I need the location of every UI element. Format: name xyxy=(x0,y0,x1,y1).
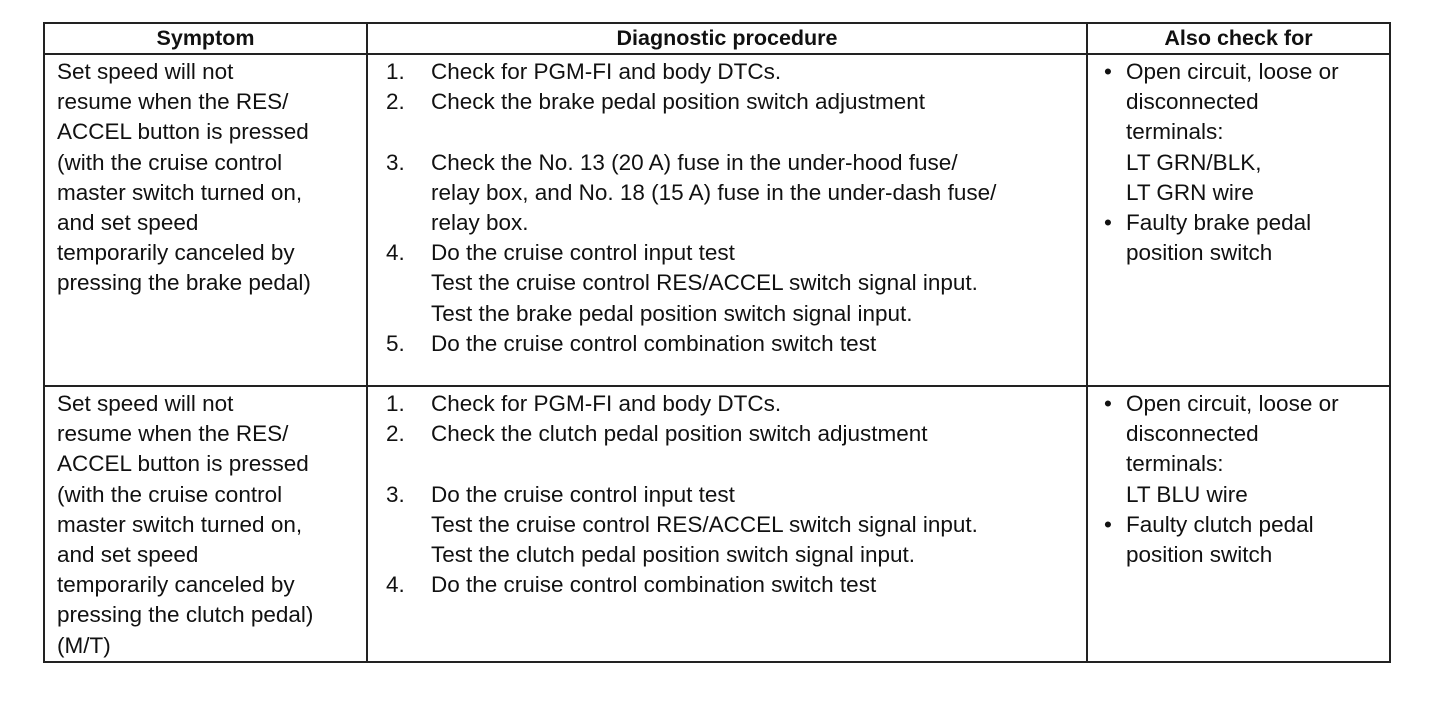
step-text: Check the brake pedal position switch adjustment xyxy=(431,89,926,115)
step-text: Test the cruise control RES/ACCEL switch signal input. xyxy=(431,511,978,537)
also-check-cell xyxy=(1087,54,1390,386)
step-text: Test the brake pedal position switch signal input. xyxy=(431,300,913,326)
step-text: Do the cruise control input test xyxy=(431,481,735,507)
symptom-line: Set speed will not xyxy=(57,59,234,84)
procedure-step xyxy=(386,148,1078,239)
symptom-line: and set speed xyxy=(57,542,199,568)
check-text: Faulty clutch pedal xyxy=(1126,511,1314,537)
table-row xyxy=(44,386,1390,662)
check-item xyxy=(1104,510,1383,570)
step-number: 4. xyxy=(386,572,405,598)
bullet-icon: • xyxy=(1104,511,1112,537)
header-symptom: Symptom xyxy=(44,23,367,54)
procedure-step xyxy=(386,57,1078,87)
check-item xyxy=(1104,57,1383,208)
symptom-line: temporarily canceled by xyxy=(57,572,295,598)
symptom-cell xyxy=(44,54,367,386)
procedure-step xyxy=(386,419,1078,449)
step-text: relay box, and No. 18 (15 A) fuse in the under-dash fuse/ xyxy=(431,179,997,205)
step-text: Do the cruise control combination switch test xyxy=(431,330,877,356)
symptom-line: ACCEL button is pressed xyxy=(57,119,309,145)
step-text: Do the cruise control input test xyxy=(431,240,735,266)
header-also-check: Also check for xyxy=(1087,23,1390,54)
procedure-step xyxy=(386,87,1078,117)
procedure-cell xyxy=(367,54,1087,386)
check-text: terminals: xyxy=(1126,119,1224,145)
symptom-line: (with the cruise control xyxy=(57,149,283,175)
procedure-step xyxy=(386,238,1078,329)
step-text: Test the cruise control RES/ACCEL switch signal input. xyxy=(431,270,978,296)
symptom-line: resume when the RES/ xyxy=(57,89,289,115)
bullet-icon: • xyxy=(1104,210,1112,236)
step-number: 2. xyxy=(386,89,405,115)
symptom-line: (with the cruise control xyxy=(57,481,283,507)
step-number: 5. xyxy=(386,330,405,356)
symptom-line: Set speed will not xyxy=(57,391,234,416)
check-text: position switch xyxy=(1126,542,1273,568)
check-text: Faulty brake pedal xyxy=(1126,210,1312,236)
step-text: relay box. xyxy=(431,210,529,235)
step-number: 1. xyxy=(386,59,405,84)
check-text: LT GRN wire xyxy=(1126,179,1254,205)
check-text: Open circuit, loose or xyxy=(1126,59,1339,84)
check-text: LT BLU wire xyxy=(1126,481,1248,507)
symptom-line: master switch turned on, xyxy=(57,179,303,205)
symptom-line: pressing the brake pedal) xyxy=(57,270,311,296)
step-text: Test the clutch pedal position switch signal input. xyxy=(431,542,916,567)
check-item xyxy=(1104,208,1383,268)
step-number: 2. xyxy=(386,421,405,447)
symptom-line: ACCEL button is pressed xyxy=(57,451,309,477)
step-text: Check the No. 13 (20 A) fuse in the under-hood fuse/ xyxy=(431,149,958,175)
step-text: Check for PGM-FI and body DTCs. xyxy=(431,59,782,84)
symptom-line: and set speed xyxy=(57,210,199,236)
step-number: 1. xyxy=(386,391,405,416)
check-text: disconnected xyxy=(1126,421,1259,447)
check-text: disconnected xyxy=(1126,89,1259,115)
step-text: Do the cruise control combination switch test xyxy=(431,572,877,598)
step-number: 3. xyxy=(386,149,405,175)
symptom-line: resume when the RES/ xyxy=(57,421,289,447)
check-item xyxy=(1104,389,1383,510)
check-text: LT GRN/BLK, xyxy=(1126,149,1262,175)
bullet-icon: • xyxy=(1104,59,1112,84)
table-row xyxy=(44,54,1390,386)
step-spacer xyxy=(386,117,1078,147)
procedure-cell xyxy=(367,386,1087,662)
symptom-cell xyxy=(44,386,367,662)
step-spacer xyxy=(386,449,1078,479)
check-text: position switch xyxy=(1126,240,1273,266)
bullet-icon: • xyxy=(1104,391,1112,416)
step-number: 4. xyxy=(386,240,405,266)
also-check-cell xyxy=(1087,386,1390,662)
diagnostic-table xyxy=(43,22,1391,663)
header-row xyxy=(44,23,1390,54)
symptom-line: master switch turned on, xyxy=(57,511,303,537)
step-text: Check for PGM-FI and body DTCs. xyxy=(431,391,782,416)
step-number: 3. xyxy=(386,481,405,507)
check-text: terminals: xyxy=(1126,451,1224,477)
symptom-line: pressing the clutch pedal) xyxy=(57,602,314,628)
check-text: Open circuit, loose or xyxy=(1126,391,1339,416)
symptom-line: temporarily canceled by xyxy=(57,240,295,266)
symptom-line: (M/T) xyxy=(57,632,111,658)
procedure-step xyxy=(386,329,1078,359)
header-procedure: Diagnostic procedure xyxy=(367,23,1087,54)
step-text: Check the clutch pedal position switch adjustment xyxy=(431,421,928,447)
procedure-step xyxy=(386,570,1078,600)
procedure-step xyxy=(386,480,1078,571)
procedure-step xyxy=(386,389,1078,419)
